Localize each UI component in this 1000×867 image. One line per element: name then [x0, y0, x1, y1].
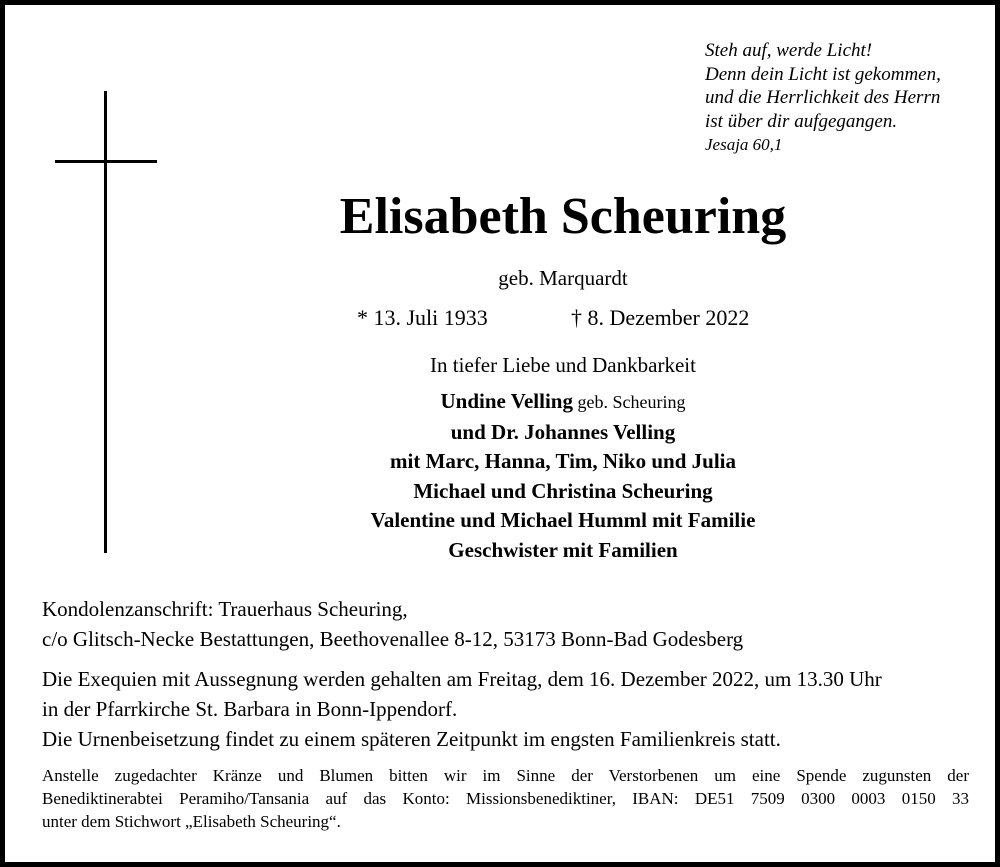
bible-verse	[705, 39, 995, 156]
verse-line: Denn dein Licht ist gekommen,	[705, 63, 941, 85]
service-line: in der Pfarrkirche St. Barbara in Bonn-Ippendorf.	[42, 697, 458, 721]
mourner-line: Geschwister mit Familien	[448, 537, 678, 562]
mourner-line	[205, 387, 921, 418]
cross-icon-horizontal	[55, 160, 157, 163]
maiden-name: geb. Marquardt	[498, 266, 628, 290]
condolence-line: c/o Glitsch-Necke Bestattungen, Beethovenallee 8-12, 53173 Bonn-Bad Godesberg	[42, 627, 744, 651]
mourner-name: Undine Velling	[440, 389, 573, 413]
death-date: † 8. Dezember 2022	[571, 305, 750, 330]
verse-line: ist über dir aufgegangen.	[705, 110, 898, 132]
verse-line: und die Herrlichkeit des Herrn	[705, 87, 941, 108]
service-info	[42, 664, 982, 754]
mourner-line: Valentine und Michael Humml mit Familie	[370, 508, 756, 532]
verse-reference: Jesaja 60,1	[705, 135, 783, 154]
service-line: Die Urnenbeisetzung findet zu einem späteren Zeitpunkt im engsten Familienkreis statt.	[42, 727, 781, 751]
donation-line: Benediktinerabtei Peramiho/Tansania auf das Konto: Missionsbenediktiner, IBAN: DE51 7509 0300 0003 0150 33	[42, 789, 969, 808]
deceased-name: Elisabeth Scheuring	[339, 188, 787, 245]
condolence-address	[42, 594, 982, 654]
mourner-line: mit Marc, Hanna, Tim, Niko und Julia	[390, 449, 736, 473]
mourners-intro: In tiefer Liebe und Dankbarkeit	[430, 353, 696, 377]
mourners-list	[205, 387, 921, 565]
verse-line: Steh auf, werde Licht!	[705, 40, 873, 61]
donation-line: Anstelle zugedachter Kränze und Blumen bitten wir im Sinne der Verstorbenen um eine Spende zugunsten der	[42, 766, 969, 785]
donation-request	[42, 764, 969, 833]
birth-date: * 13. Juli 1933	[357, 305, 488, 330]
donation-line: unter dem Stichwort „Elisabeth Scheuring“.	[42, 812, 341, 831]
condolence-line: Kondolenzanschrift: Trauerhaus Scheuring,	[42, 597, 408, 621]
service-line: Die Exequien mit Aussegnung werden gehalten am Freitag, dem 16. Dezember 2022, um 13.30 Uhr	[42, 667, 882, 691]
mourner-line: Michael und Christina Scheuring	[413, 478, 713, 503]
mourner-maiden-name: geb. Scheuring	[573, 392, 686, 412]
mourner-line: und Dr. Johannes Velling	[450, 419, 676, 444]
